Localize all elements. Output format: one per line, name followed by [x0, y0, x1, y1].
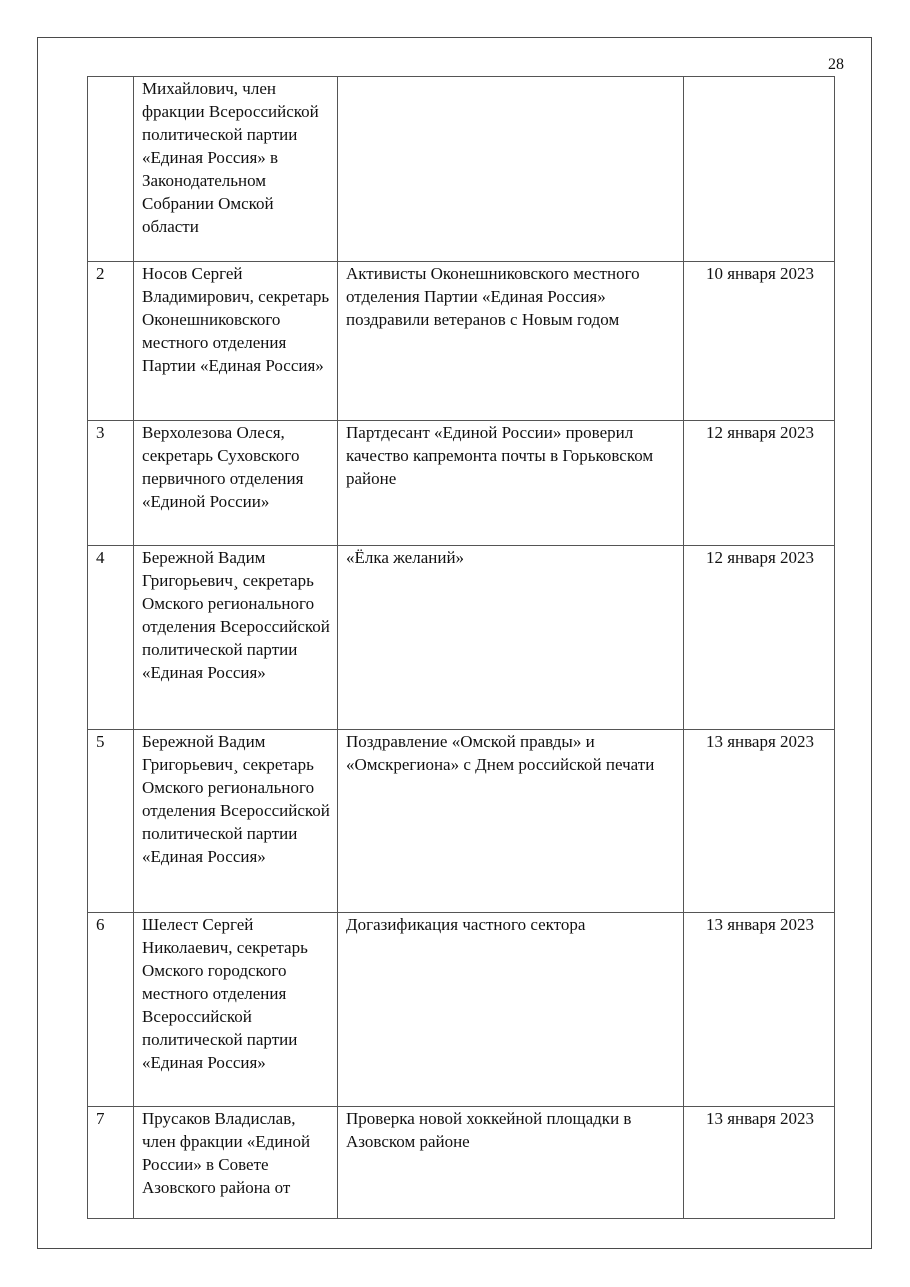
table-row [88, 546, 835, 730]
row-event: Активисты Оконешниковского местного отделения Партии «Единая Россия» поздравили ветеранов с Новым годом [338, 262, 684, 421]
row-number: 6 [88, 913, 134, 1107]
row-event: Догазификация частного сектора [338, 913, 684, 1107]
row-event: Проверка новой хоккейной площадки в Азовском районе [338, 1107, 684, 1219]
table-row [88, 421, 835, 546]
row-number [88, 77, 134, 262]
table-row [88, 77, 835, 262]
row-event: Поздравление «Омской правды» и «Омскрегиона» с Днем российской печати [338, 730, 684, 913]
row-number: 7 [88, 1107, 134, 1219]
row-number: 4 [88, 546, 134, 730]
row-person: Бережной Вадим Григорьевич¸ секретарь Омского регионального отделения Всероссийской политической партии «Единая Россия» [134, 730, 338, 913]
row-person: Верхолезова Олеся, секретарь Суховского первичного отделения «Единой России» [134, 421, 338, 546]
row-date [684, 77, 835, 262]
row-number: 2 [88, 262, 134, 421]
row-person: Шелест Сергей Николаевич, секретарь Омского городского местного отделения Всероссийской политической партии «Единая Россия» [134, 913, 338, 1107]
row-person: Михайлович, член фракции Всероссийской политической партии «Единая Россия» в Законодательном Собрании Омской области [134, 77, 338, 262]
row-event [338, 77, 684, 262]
row-event: Партдесант «Единой России» проверил качество капремонта почты в Горьковском районе [338, 421, 684, 546]
row-date: 12 января 2023 [684, 546, 835, 730]
row-person: Бережной Вадим Григорьевич¸ секретарь Омского регионального отделения Всероссийской политической партии «Единая Россия» [134, 546, 338, 730]
row-event: «Ёлка желаний» [338, 546, 684, 730]
table-row [88, 730, 835, 913]
row-date: 10 января 2023 [684, 262, 835, 421]
row-date: 12 января 2023 [684, 421, 835, 546]
table-row [88, 262, 835, 421]
row-date: 13 января 2023 [684, 1107, 835, 1219]
row-person: Носов Сергей Владимирович, секретарь Оконешниковского местного отделения Партии «Единая Россия» [134, 262, 338, 421]
row-person: Прусаков Владислав, член фракции «Единой России» в Совете Азовского района от [134, 1107, 338, 1219]
row-date: 13 января 2023 [684, 913, 835, 1107]
table-row [88, 1107, 835, 1219]
events-table [87, 76, 835, 1219]
table-row [88, 913, 835, 1107]
row-date: 13 января 2023 [684, 730, 835, 913]
row-number: 5 [88, 730, 134, 913]
row-number: 3 [88, 421, 134, 546]
page-number: 28 [828, 56, 844, 73]
